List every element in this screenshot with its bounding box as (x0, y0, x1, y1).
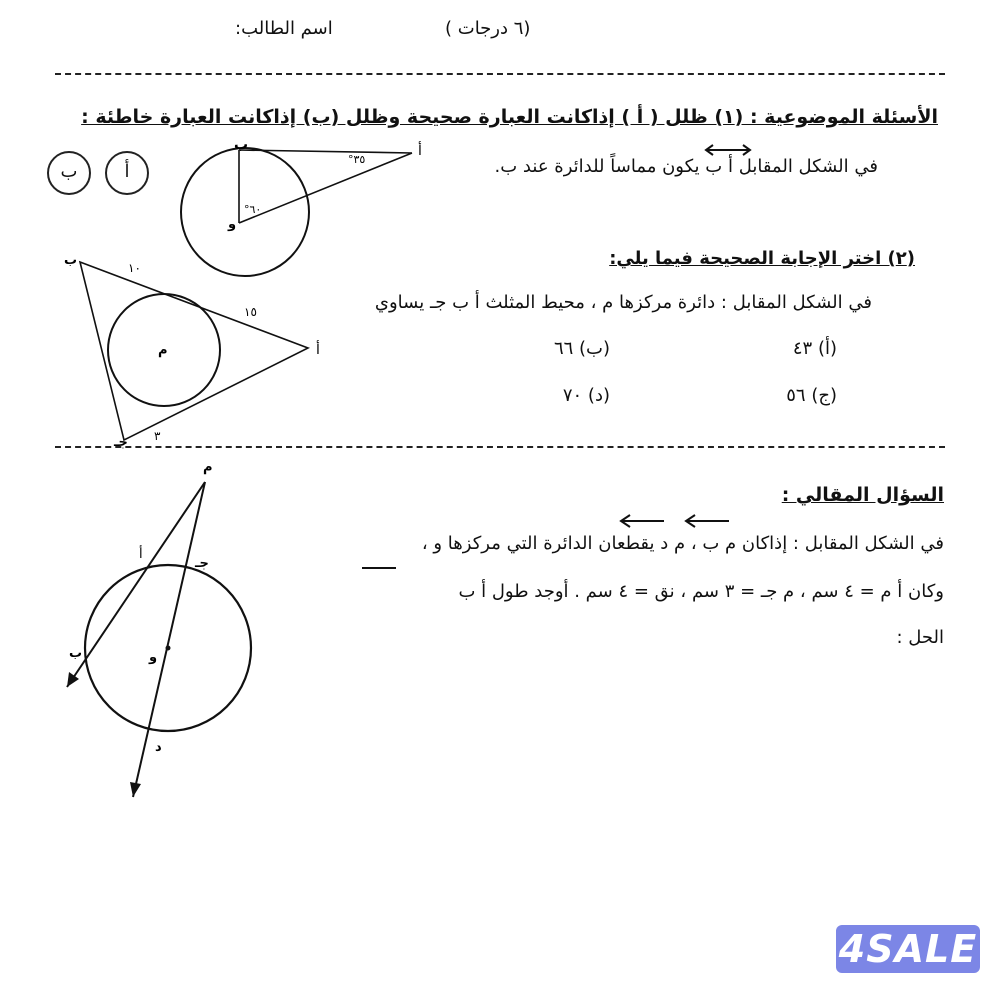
side-15: ١٥ (244, 305, 257, 319)
section3-title: السؤال المقالي : (781, 484, 944, 506)
triangle-figure (58, 250, 333, 450)
label-o: و (149, 650, 158, 665)
label-m: م (158, 343, 168, 358)
section1-statement (495, 156, 878, 177)
segment-ab: أ ب (705, 156, 733, 177)
secant-figure (55, 455, 280, 810)
arrowhead-b-icon (67, 672, 79, 687)
divider-middle (55, 446, 945, 448)
student-name-label: اسم الطالب: (235, 18, 333, 39)
statement-suffix: يكون مماساً للدائرة عند ب. (494, 156, 700, 177)
double-arrow-icon (703, 144, 755, 156)
section3-line2: وكان أ م = ٤ سم ، م جـ = ٣ سم ، نق = ٤ سم . أوجد طول أ ب (458, 581, 944, 602)
choice-a[interactable]: (أ) ٤٣ (792, 338, 837, 359)
label-j: جـ (114, 435, 128, 450)
answer-circle-b[interactable]: ب (47, 151, 91, 195)
secant-mb (67, 482, 205, 687)
choice-b[interactable]: (ب) ٦٦ (553, 338, 610, 359)
angle-60: °٦٠ (244, 203, 262, 216)
label-m: م (203, 460, 213, 475)
watermark-logo: 4SALE (836, 925, 980, 973)
ray-arrow-md-icon (618, 514, 668, 528)
secant-line (239, 153, 412, 223)
choice-d[interactable]: (د) ٧٠ (562, 385, 610, 406)
segment-ab-overline (362, 567, 396, 569)
section3-line1: في الشكل المقابل : إذاكان م ب ، م د يقطعان الدائرة التي مركزها و ، (421, 533, 944, 554)
section2-title: (٢) اختر الإجابة الصحيحة فيما يلي: (609, 248, 915, 269)
side-10: ١٠ (128, 261, 141, 275)
label-a: أ (418, 143, 422, 159)
center-point (166, 646, 171, 651)
grade-label: (٦ درجات ) (445, 18, 531, 39)
ray-arrow-mb-icon (683, 514, 733, 528)
label-d: د (155, 740, 162, 755)
label-b: ب (234, 137, 249, 153)
answer-circle-a[interactable]: أ (105, 151, 149, 195)
solution-label: الحل : (896, 627, 944, 648)
secant-md (133, 482, 205, 797)
choice-c[interactable]: (ج) ٥٦ (786, 385, 837, 406)
label-j: جـ (195, 556, 209, 571)
section1-title: الأسئلة الموضوعية : (١) ظلل ( أ ) إذاكانت العبارة صحيحة وظلل (ب) إذاكانت العبارة خاطئة : (81, 106, 938, 128)
label-a: أ (139, 547, 143, 562)
side-3: ٣ (154, 429, 161, 443)
triangle (80, 262, 308, 440)
label-a: أ (316, 342, 320, 358)
section2-question: في الشكل المقابل : دائرة مركزها م ، محيط المثلث أ ب جـ يساوي (374, 292, 872, 313)
arrowhead-d-icon (130, 782, 141, 797)
label-b: ب (69, 646, 83, 661)
angle-35: °٣٥ (348, 153, 366, 166)
divider-top (55, 73, 945, 75)
label-o: و (228, 217, 237, 232)
label-b: ب (64, 253, 78, 268)
statement-prefix: في الشكل المقابل (738, 156, 878, 177)
